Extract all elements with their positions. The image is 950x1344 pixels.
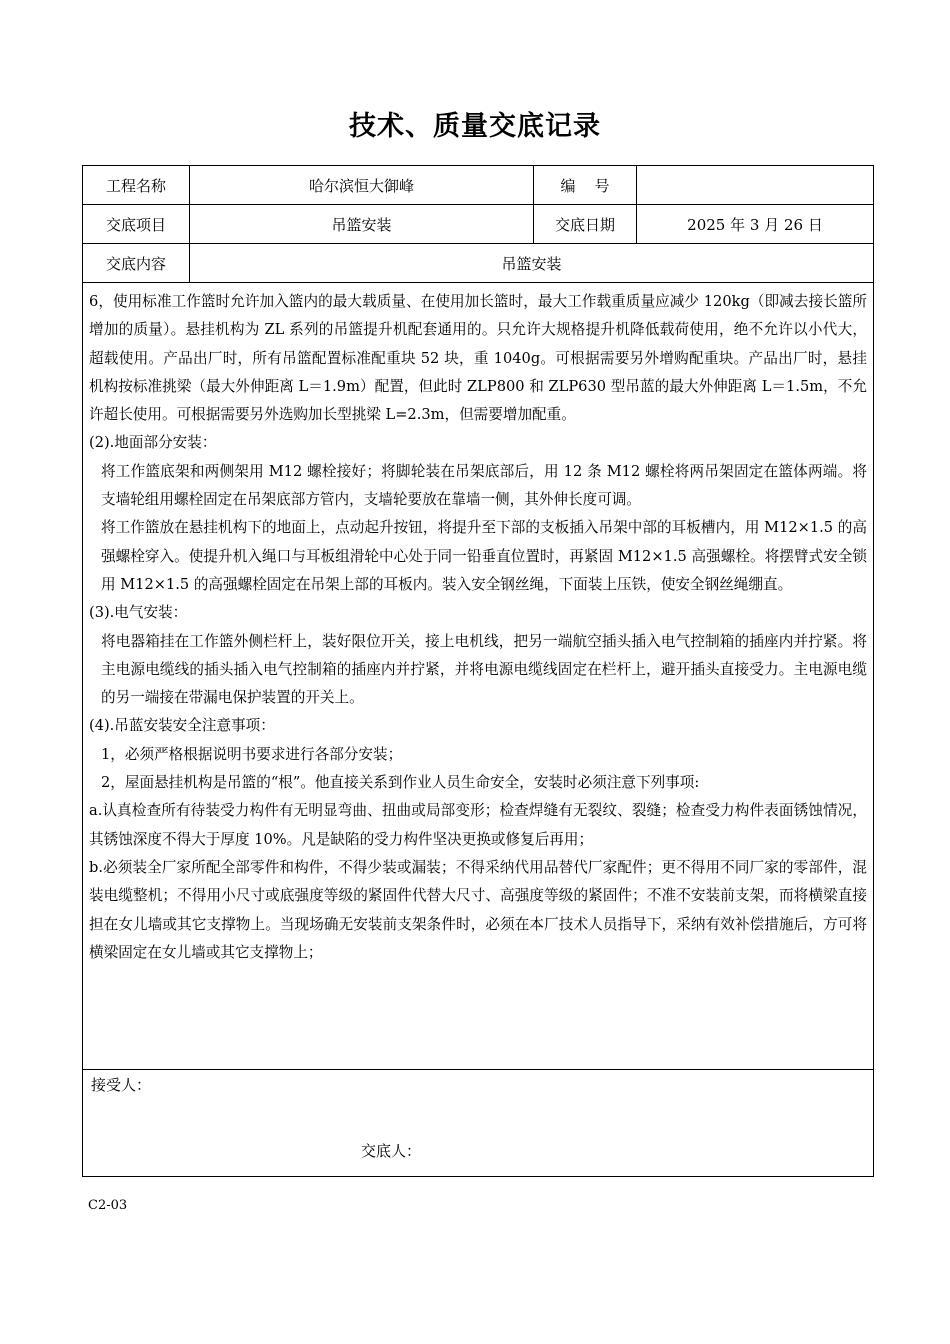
body-paragraph: 将工作篮底架和两侧架用 M12 螺栓接好；将脚轮装在吊架底部后，用 12 条 M12 螺栓将两吊架固定在篮体两端。将支墙轮组用螺栓固定在吊架底部方管内，支墙轮要放在靠墙一侧，其外伸长度可调。	[101, 462, 867, 509]
body-paragraph: b.必须装全厂家所配全部零件和构件，不得少装或漏装；不得采纳代用品替代厂家配件；更不得用不同厂家的零部件，混装电缆整机；不得用小尺寸或底强度等级的紧固件代替大尺寸、高强度等级的紧固件；不准不安装前支架，而将横梁直接担在女儿墙或其它支撑物上。当现场确无安装前支架条件时，必须在本厂技术人员指导下，采纳有效补偿措施后，方可将横梁固定在女儿墙或其它支撑物上；	[89, 858, 867, 961]
number-label: 编 号	[534, 166, 637, 205]
item-value: 吊篮安装	[190, 205, 534, 244]
body-paragraph: 1，必须严格根据说明书要求进行各部分安装；	[101, 745, 403, 763]
body-heading: (2).地面部分安装：	[89, 434, 217, 452]
body-paragraph: 将工作篮放在悬挂机构下的地面上，点动起升按钮，将提升至下部的支板插入吊架中部的耳板槽内，用 M12×1.5 的高强螺栓穿入。使提升机入绳口与耳板组滑轮中心处于同一铅垂直位置时，再紧固 M12×1.5 高强螺栓。将摆臂式安全锁用 M12×1.5 的高强螺栓固定在吊架上部的耳板内。装入安全钢丝绳，下面装上压铁，使安全钢丝绳绷直。	[101, 519, 867, 593]
body-heading: (4).吊蓝安装安全注意事项：	[89, 717, 275, 735]
date-value: 2025 年 3 月 26 日	[637, 205, 874, 244]
record-table	[82, 165, 874, 1177]
content-value: 吊篮安装	[190, 244, 874, 283]
page-title: 技术、质量交底记录	[349, 111, 601, 142]
deliverer-label: 交底人：	[361, 1142, 422, 1160]
signature-row	[83, 1070, 874, 1177]
date-label: 交底日期	[534, 205, 637, 244]
body-paragraph: 将电器箱挂在工作篮外侧栏杆上，装好限位开关，接上电机线，把另一端航空插头插入电气控制箱的插座内并拧紧。将主电源电缆线的插头插入电气控制箱的插座内并拧紧，并将电源电缆线固定在栏杆上，避开插头直接受力。主电源电缆的另一端接在带漏电保护装置的开关上。	[101, 632, 867, 707]
project-name-label: 工程名称	[83, 166, 190, 205]
content-label: 交底内容	[83, 244, 190, 283]
header-row-project	[83, 166, 874, 205]
item-label: 交底项目	[83, 205, 190, 244]
header-row-content	[83, 244, 874, 283]
body-paragraph: 2，屋面悬挂机构是吊篮的“根”。他直接关系到作业人员生命安全，安装时必须注意下列事项:	[101, 774, 700, 792]
body-row	[83, 283, 874, 1070]
body-paragraph: a.认真检查所有待装受力构件有无明显弯曲、扭曲或局部变形；检查焊缝有无裂纹、裂缝；检查受力构件表面锈蚀情况，其锈蚀深度不得大于厚度 10%。凡是缺陷的受力构件坚决更换或修复后再用；	[89, 802, 867, 848]
project-name-value: 哈尔滨恒大御峰	[190, 166, 534, 205]
receiver-label: 接受人：	[91, 1076, 152, 1094]
form-code: C2-03	[88, 1198, 128, 1213]
signature-cell	[83, 1070, 874, 1177]
body-paragraph: 6，使用标准工作篮时允许加入篮内的最大载质量、在使用加长篮时，最大工作载重质量应减少 120kg（即减去接长篮所增加的质量）。悬挂机构为 ZL 系列的吊篮提升机配套通用的。只允许大规格提升机降低载荷使用，绝不允许以小代大，超载使用。产品出厂时，所有吊篮配置标准配重块 52 块，重 1040g。可根据需要另外增购配重块。产品出厂时，悬挂机构按标准挑梁（最大外伸距离 L＝1.9m）配置，但此时 ZLP800 和 ZLP630 型吊蓝的最大外伸距离 L＝1.5m，不允许超长使用。可根据需要另外选购加长型挑梁 L=2.3m，但需要增加配重。	[89, 293, 867, 424]
number-value	[637, 166, 874, 205]
body-heading: (3).电气安装：	[89, 604, 188, 622]
body-cell	[83, 283, 874, 1070]
body-text	[83, 283, 873, 967]
header-row-item	[83, 205, 874, 244]
